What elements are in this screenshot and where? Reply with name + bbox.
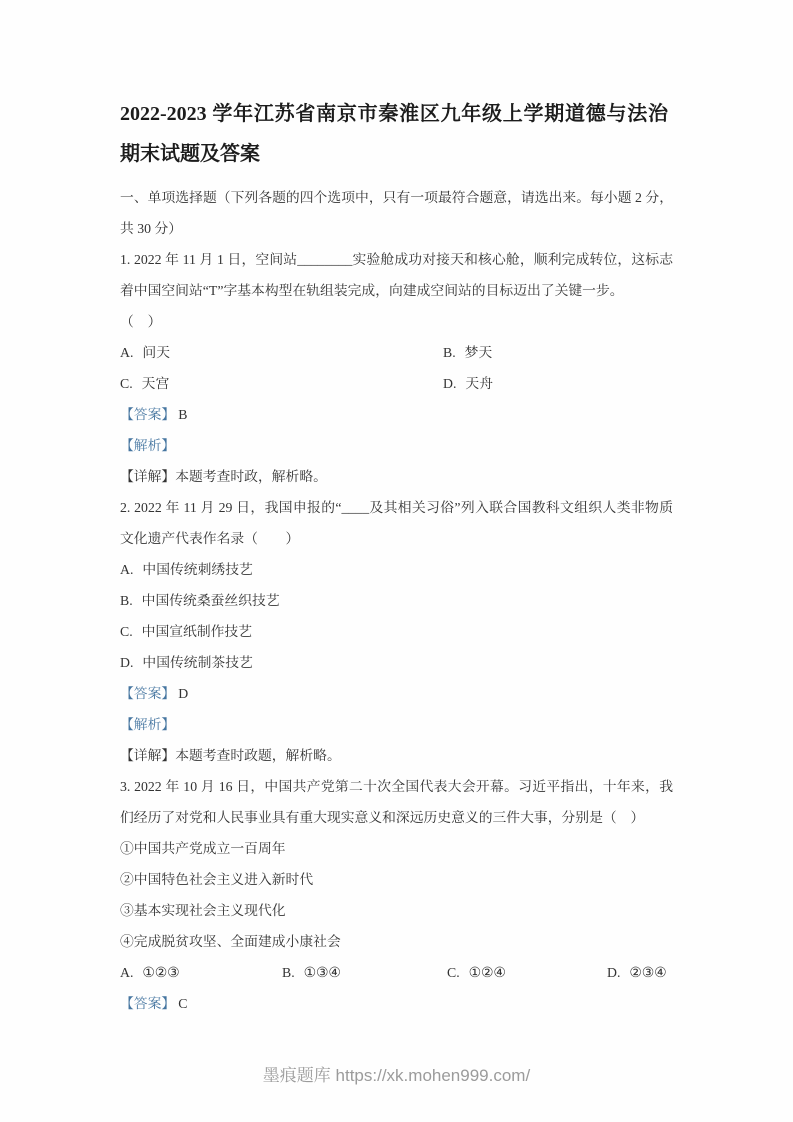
question-1-stem: 1. 2022 年 11 月 1 日，空间站________实验舱成功对接天和核心舱，顺利完成转位，这标志着中国空间站“T”字基本构型在轨组装完成，向建成空间站的目标迈出了关键一步。 — [120, 252, 673, 298]
question-3-statement-1: ①中国共产党成立一百周年 — [120, 841, 286, 856]
option-a — [120, 337, 443, 368]
document-content — [120, 0, 673, 1019]
question-3-statement-4: ④完成脱贫攻坚、全面建成小康社会 — [120, 934, 341, 949]
option-label: A. — [120, 562, 134, 577]
option-label: A. — [120, 965, 134, 980]
answer-label: 【答案】 — [120, 996, 176, 1011]
detail-text: 本题考查时政，解析略。 — [175, 469, 327, 484]
answer-label: 【答案】 — [120, 407, 176, 422]
option-text: 中国传统刺绣技艺 — [142, 562, 253, 577]
question-2-option-a — [120, 554, 673, 585]
question-2-answer-line — [120, 678, 673, 709]
footer-site-url: https://xk.mohen999.com/ — [335, 1066, 531, 1085]
question-1-analysis-line — [120, 430, 673, 461]
option-text: 中国传统桑蚕丝织技艺 — [141, 593, 280, 608]
footer-site-name: 墨痕题库 — [262, 1066, 331, 1085]
detail-text: 本题考查时政题，解析略。 — [175, 748, 341, 763]
question-block-1 — [120, 244, 673, 492]
question-2-option-d — [120, 647, 673, 678]
option-label: C. — [120, 624, 133, 639]
question-2-stem: 2. 2022 年 11 月 29 日，我国申报的“____及其相关习俗”列入联合国教科文组织人类非物质文化遗产代表作名录（ ） — [120, 500, 673, 546]
question-1-answer-line — [120, 399, 673, 430]
question-block-3 — [120, 771, 673, 1019]
analysis-label: 【解析】 — [120, 438, 176, 453]
question-block-2 — [120, 492, 673, 771]
option-text: ①②③ — [142, 965, 180, 980]
option-text: 中国传统制茶技艺 — [142, 655, 253, 670]
option-d — [443, 368, 673, 399]
option-label: C. — [447, 965, 460, 980]
answer-label: 【答案】 — [120, 686, 176, 701]
option-text: 问天 — [142, 345, 171, 360]
option-label: B. — [282, 965, 295, 980]
option-a — [120, 957, 282, 988]
detail-label: 【详解】 — [120, 469, 176, 484]
option-b — [443, 337, 673, 368]
option-label: B. — [120, 593, 133, 608]
option-label: C. — [120, 376, 133, 391]
option-label: A. — [120, 345, 134, 360]
option-text: 梦天 — [464, 345, 493, 360]
question-3-statement-3: ③基本实现社会主义现代化 — [120, 903, 286, 918]
option-label: D. — [120, 655, 134, 670]
option-text: 天舟 — [465, 376, 494, 391]
question-3-option-row — [120, 957, 673, 988]
detail-label: 【详解】 — [120, 748, 176, 763]
question-3-statement-2: ②中国特色社会主义进入新时代 — [120, 872, 314, 887]
option-d — [607, 957, 673, 988]
option-text: ①②④ — [468, 965, 506, 980]
question-1-answer-bracket: （ ） — [120, 314, 162, 329]
question-2-detail-line — [120, 740, 673, 771]
option-label: D. — [607, 965, 621, 980]
option-label: B. — [443, 345, 456, 360]
option-c — [120, 368, 443, 399]
document-body — [120, 182, 673, 1019]
answer-value: D — [178, 686, 189, 701]
option-c — [447, 957, 607, 988]
question-2-option-c — [120, 616, 673, 647]
question-2-option-b — [120, 585, 673, 616]
page-title: 2022-2023 学年江苏省南京市秦淮区九年级上学期道德与法治期末试题及答案 — [120, 103, 668, 165]
section-header: 一、单项选择题（下列各题的四个选项中，只有一项最符合题意，请选出来。每小题 2 分，共 30 分） — [120, 190, 673, 236]
question-1-detail-line — [120, 461, 673, 492]
question-3-stem: 3. 2022 年 10 月 16 日，中国共产党第二十次全国代表大会开幕。习近平指出，十年来，我们经历了对党和人民事业具有重大现实意义和深远历史意义的三件大事，分别是（ ） — [120, 779, 673, 825]
option-b — [282, 957, 447, 988]
question-1-option-row-1 — [120, 337, 673, 368]
option-label: D. — [443, 376, 457, 391]
answer-value: B — [178, 407, 188, 422]
analysis-label: 【解析】 — [120, 717, 176, 732]
question-1-option-row-2 — [120, 368, 673, 399]
option-text: 中国宣纸制作技艺 — [141, 624, 253, 639]
page-footer — [0, 1062, 793, 1090]
answer-value: C — [178, 996, 188, 1011]
question-2-analysis-line — [120, 709, 673, 740]
option-text: ①③④ — [303, 965, 341, 980]
option-text: 天宫 — [141, 376, 170, 391]
option-text: ②③④ — [629, 965, 667, 980]
question-3-answer-line — [120, 988, 673, 1019]
